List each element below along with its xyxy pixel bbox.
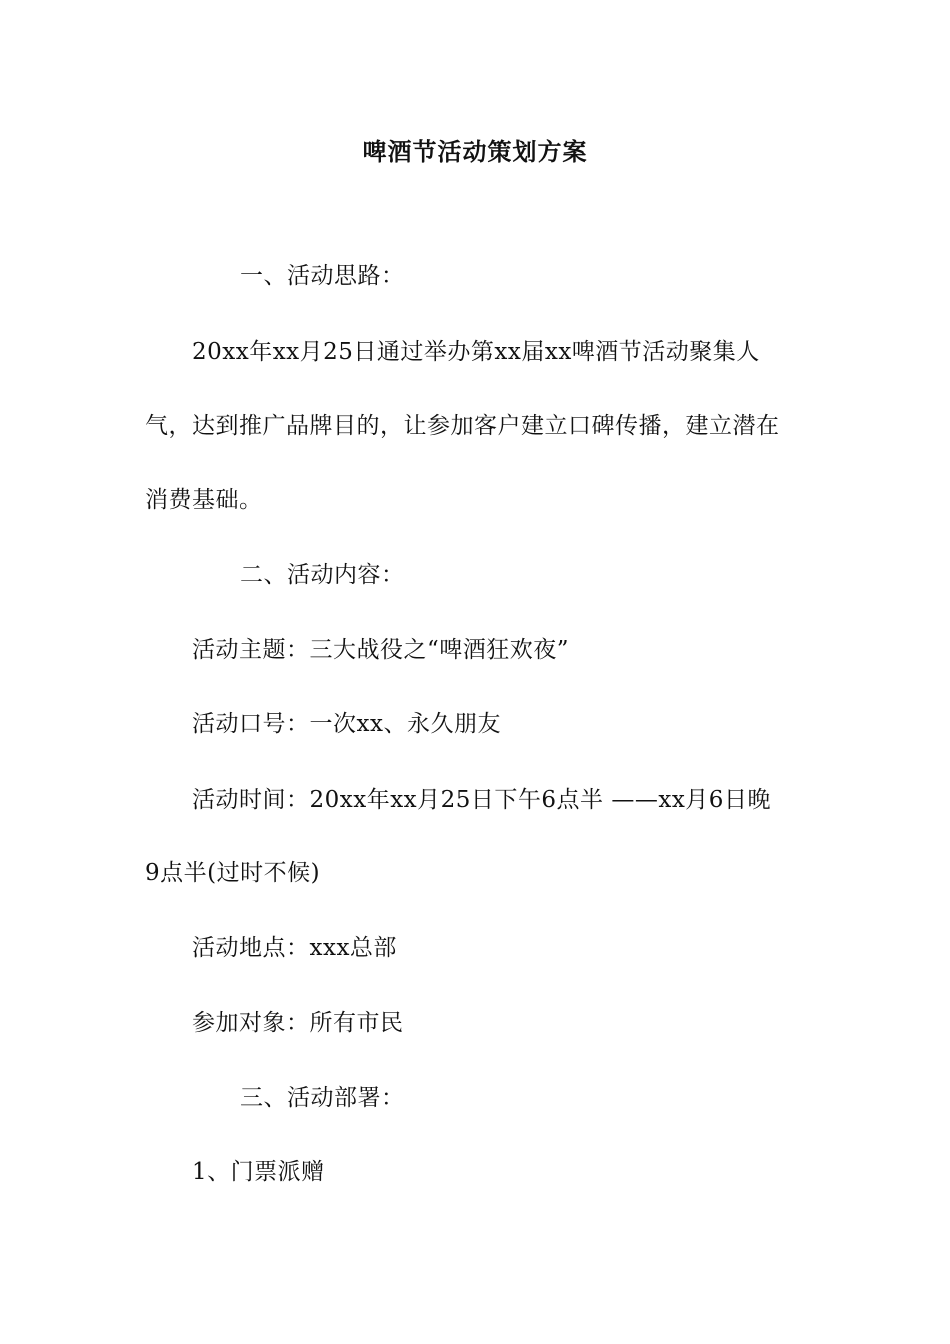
activity-participants: 参加对象：所有市民 [192,1010,404,1036]
activity-theme: 活动主题：三大战役之“啤酒狂欢夜” [192,637,570,663]
activity-location: 活动地点：xxx总部 [192,935,397,961]
activity-time: 活动时间：20xx年xx月25日下午6点半 ——xx月6日晚 [192,787,771,813]
paragraph-line: 20xx年xx月25日通过举办第xx届xx啤酒节活动聚集人 [192,339,760,365]
section-heading-content: 二、活动内容： [240,562,405,588]
section-heading-deployment: 三、活动部署： [240,1085,405,1111]
list-item: 1、门票派赠 [192,1159,325,1185]
activity-slogan: 活动口号：一次xx、永久朋友 [192,711,501,737]
document-title: 啤酒节活动策划方案 [362,137,588,166]
paragraph-line: 气，达到推广品牌目的，让参加客户建立口碑传播，建立潜在 [145,413,780,439]
section-heading-ideas: 一、活动思路： [240,263,405,289]
activity-time-continued: 9点半(过时不候) [145,860,321,886]
paragraph-line: 消费基础。 [145,487,263,513]
